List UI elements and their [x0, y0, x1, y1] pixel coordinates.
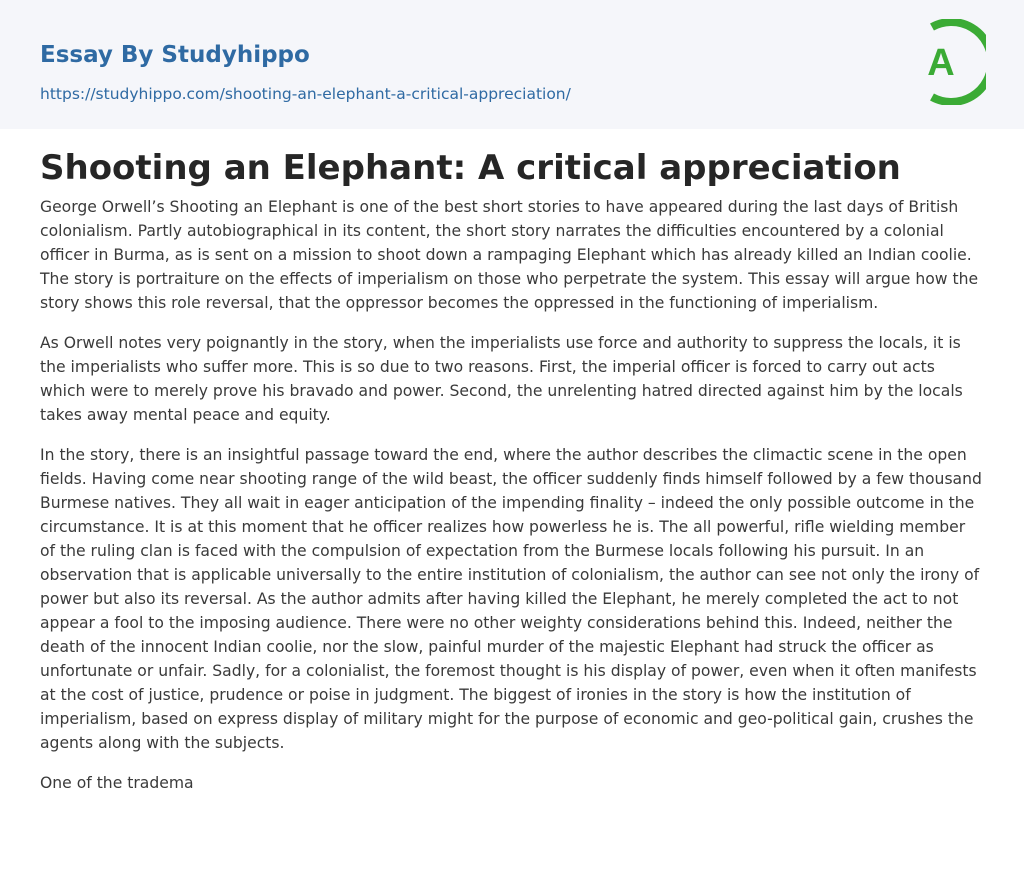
page-url-link[interactable]: https://studyhippo.com/shooting-an-elephant-a-critical-appreciation/: [40, 85, 571, 103]
site-header: [0, 0, 1024, 129]
article-paragraph-3: In the story, there is an insightful passage toward the end, where the author describes the climactic scene in the open fields. Having come near shooting range of the wild beast, the officer suddenly finds himself followed by a few thousand Burmese natives. They all wait in eager anticipation of the impending finality – indeed the only possible outcome in the circumstance. It is at this moment that he officer realizes how powerless he is. The all powerful, rifle wielding member of the ruling clan is faced with the compulsion of expectation from the Burmese locals following his pursuit. In an observation that is applicable universally to the entire institution of colonialism, the author can see not only the irony of power but also its reversal. As the author admits after having killed the Elephant, he merely completed the act to not appear a fool to the imposing audience. There were no other weighty considerations behind this. Indeed, neither the death of the innocent Indian coolie, nor the slow, painful murder of the majestic Elephant had struck the officer as unfortunate or unfair. Sadly, for a colonialist, the foremost thought is his display of power, even when it often manifests at the cost of justice, prudence or poise in judgment. The biggest of ironies in the story is how the institution of imperialism, based on express display of military might for the purpose of economic and geo-political gain, crushes the agents along with the subjects.: [40, 446, 982, 752]
article-paragraph-4: One of the tradema: [40, 774, 194, 792]
site-brand[interactable]: Essay By Studyhippo: [40, 42, 310, 68]
article-body: [40, 195, 984, 795]
studyhippo-logo-icon[interactable]: [912, 19, 986, 105]
article-title: Shooting an Elephant: A critical appreciation: [40, 148, 901, 188]
article-paragraph-1: George Orwell’s Shooting an Elephant is one of the best short stories to have appeared during the last days of British colonialism. Partly autobiographical in its content, the short story narrates the difficulties encountered by a colonial officer in Burma, as is sent on a mission to shoot down a rampaging Elephant which has already killed an Indian coolie. The story is portraiture on the effects of imperialism on those who perpetrate the system. This essay will argue how the story shows this role reversal, that the oppressor becomes the oppressed in the functioning of imperialism.: [40, 198, 979, 312]
article-content: [40, 145, 984, 811]
article-paragraph-2: As Orwell notes very poignantly in the story, when the imperialists use force and authority to suppress the locals, it is the imperialists who suffer more. This is so due to two reasons. First, the imperial officer is forced to carry out acts which were to merely prove his bravado and power. Second, the unrelenting hatred directed against him by the locals takes away mental peace and equity.: [40, 334, 963, 424]
logo-letter: A: [927, 42, 955, 84]
